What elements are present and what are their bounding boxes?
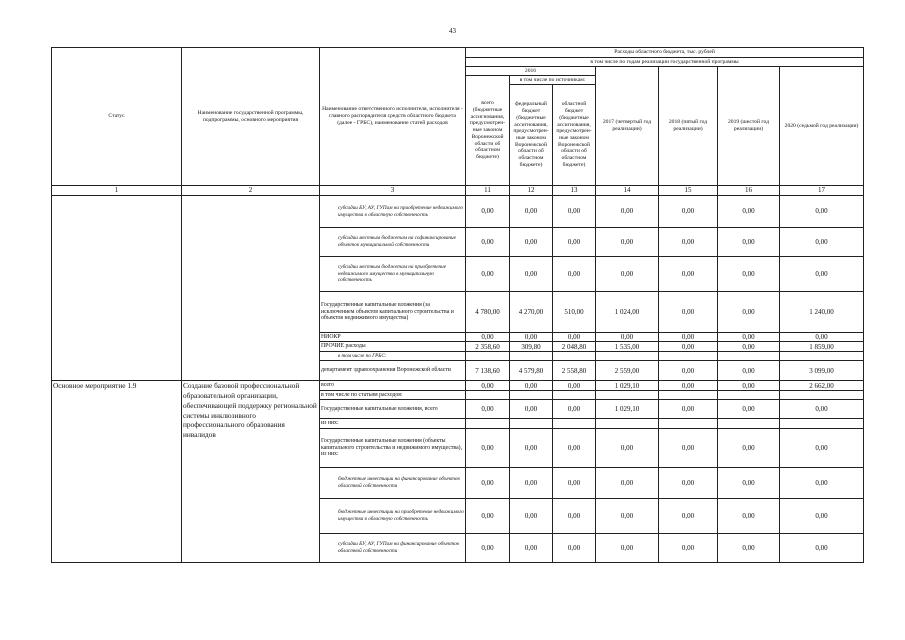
program-name-cell: Создание базовой профессиональной образовательной организации, обеспечивающей поддержку региональной системы инклюзивного профессионального образования инвалидов [182,381,320,563]
expense-item-label: Государственные капитальные вложения, всего [320,400,466,419]
value-cell: 0,00 [780,534,864,563]
value-cell: 0,00 [596,196,659,228]
value-cell: 0,00 [466,381,510,391]
col-number: 17 [780,186,864,196]
value-cell: 0,00 [718,361,780,381]
page-number: 43 [449,27,456,35]
value-cell: 0,00 [553,333,596,342]
value-cell [659,419,718,429]
expense-item-label: из них: [320,419,466,429]
value-cell [510,391,553,400]
col-number: 2 [182,186,320,196]
value-cell: 0,00 [718,381,780,391]
value-cell [659,391,718,400]
header-by-years: в том числе по годам реализации государственной программы [466,58,864,67]
value-cell [596,391,659,400]
value-cell: 0,00 [659,400,718,419]
value-cell: 0,00 [718,292,780,333]
header-program-name: Наименование государственной программы, подпрограммы, основного мероприятия [182,48,320,186]
header-expenses: Расходы областного бюджета, тыс. рублей [466,48,864,58]
value-cell: 0,00 [553,429,596,468]
value-cell: 0,00 [659,333,718,342]
expense-item-label: ПРОЧИЕ расходы [320,342,466,352]
expense-item-label: в том числе по ГРБС: [320,352,466,361]
value-cell: 0,00 [596,534,659,563]
value-cell: 0,00 [466,228,510,257]
col-number: 3 [320,186,466,196]
header-total: всего (бюджетные ассигнования, предусмотрен-ные законом Воронежской области об областном бюджете) [466,76,510,186]
value-cell: 0,00 [718,468,780,499]
value-cell: 0,00 [553,196,596,228]
value-cell: 0,00 [718,196,780,228]
value-cell: 0,00 [510,400,553,419]
value-cell: 4 579,80 [510,361,553,381]
header-2020: 2020 (седьмой год реализации) [780,67,864,186]
expense-item-label: бюджетные инвестиции на приобретение недвижимого имущества в областную собственность [320,499,466,534]
value-cell [510,419,553,429]
value-cell: 0,00 [596,333,659,342]
value-cell: 2 662,00 [780,381,864,391]
value-cell: 0,00 [718,228,780,257]
value-cell: 0,00 [780,429,864,468]
value-cell: 0,00 [780,468,864,499]
value-cell: 0,00 [466,196,510,228]
value-cell: 0,00 [510,333,553,342]
value-cell [553,391,596,400]
expense-item-label: Государственные капитальные вложения (за исключением объектов капитального строительства и объектов недвижимого имущества) [320,292,466,333]
value-cell [780,391,864,400]
value-cell: 0,00 [718,342,780,352]
header-2017: 2017 (четвертый год реализации) [596,67,659,186]
header-2018: 2018 (пятый год реализации) [659,67,718,186]
value-cell: 0,00 [780,400,864,419]
value-cell: 0,00 [510,499,553,534]
value-cell: 0,00 [718,257,780,292]
value-cell [718,352,780,361]
header-sources: в том числе по источникам: [510,76,596,85]
value-cell: 0,00 [596,468,659,499]
value-cell: 0,00 [718,400,780,419]
expense-item-label: департамент здравоохранения Воронежской области [320,361,466,381]
value-cell: 0,00 [466,400,510,419]
value-cell: 0,00 [659,257,718,292]
col-number: 12 [510,186,553,196]
value-cell: 0,00 [596,257,659,292]
value-cell: 0,00 [718,499,780,534]
value-cell: 0,00 [659,342,718,352]
value-cell: 1 535,00 [596,342,659,352]
value-cell: 0,00 [780,228,864,257]
header-2019: 2019 (шестой год реализации) [718,67,780,186]
value-cell: 0,00 [659,429,718,468]
column-number-row [52,186,864,196]
expense-item-label: бюджетные инвестиции на финансирование объектов областной собственности [320,468,466,499]
value-cell: 0,00 [510,429,553,468]
expense-item-label: субсидии местным бюджетам на софинансирование объектов муниципальной собственности [320,228,466,257]
value-cell [596,352,659,361]
value-cell: 2 048,80 [553,342,596,352]
expense-item-label: Государственные капитальные вложения (объекты капитального строительства и недвижимого имущества), из них: [320,429,466,468]
status-cell: Основное мероприятие 1.9 [52,381,182,563]
value-cell [659,352,718,361]
expense-item-label: субсидии местным бюджетам на приобретение недвижимого имущества в муниципальную собственность [320,257,466,292]
value-cell: 2 559,00 [596,361,659,381]
value-cell: 0,00 [718,534,780,563]
value-cell: 0,00 [780,257,864,292]
value-cell: 0,00 [510,381,553,391]
value-cell: 0,00 [553,534,596,563]
value-cell: 1 240,00 [780,292,864,333]
value-cell: 1 029,10 [596,400,659,419]
value-cell: 0,00 [553,257,596,292]
value-cell: 0,00 [659,292,718,333]
col-number: 15 [659,186,718,196]
col-number: 13 [553,186,596,196]
value-cell: 510,00 [553,292,596,333]
value-cell: 0,00 [659,534,718,563]
budget-table [51,47,864,563]
value-cell: 0,00 [780,333,864,342]
value-cell [466,352,510,361]
value-cell: 0,00 [553,381,596,391]
value-cell: 0,00 [510,534,553,563]
value-cell: 0,00 [780,499,864,534]
value-cell: 7 138,60 [466,361,510,381]
value-cell: 0,00 [510,257,553,292]
value-cell: 0,00 [553,468,596,499]
col-number: 16 [718,186,780,196]
table-row [52,196,864,228]
value-cell: 1 029,10 [596,381,659,391]
value-cell: 4 270,00 [510,292,553,333]
value-cell [596,419,659,429]
header-federal: федеральный бюджет (бюджетные ассигнования, предусмотрен-ные законом Воронежской области об областном бюджете) [510,85,553,186]
value-cell: 0,00 [466,429,510,468]
col-number: 11 [466,186,510,196]
value-cell: 0,00 [553,228,596,257]
value-cell: 0,00 [553,400,596,419]
value-cell: 4 780,00 [466,292,510,333]
program-name-cell [182,196,320,381]
value-cell [466,419,510,429]
value-cell: 0,00 [596,499,659,534]
value-cell: 0,00 [466,468,510,499]
expense-item-label: субсидии БУ, АУ, ГУПам на приобретение недвижимого имущества в областную собственность [320,196,466,228]
value-cell: 0,00 [780,196,864,228]
value-cell: 0,00 [659,381,718,391]
value-cell: 0,00 [466,257,510,292]
value-cell: 0,00 [510,228,553,257]
value-cell: 0,00 [718,429,780,468]
header-executor: Наименование ответственного исполнителя, исполнителя - главного распорядителя средств областного бюджета (далее - ГРБС), наименование статей расходов [320,48,466,186]
value-cell [510,352,553,361]
value-cell: 3 099,00 [780,361,864,381]
status-cell [52,196,182,381]
value-cell: 0,00 [466,333,510,342]
header-regional: областной бюджет (бюджетные ассигнования, предусмотрен-ные законом Воронежской области об областном бюджете) [553,85,596,186]
col-number: 1 [52,186,182,196]
value-cell [780,419,864,429]
value-cell: 2 558,80 [553,361,596,381]
value-cell: 309,80 [510,342,553,352]
expense-item-label: всего [320,381,466,391]
header-status: Статус [52,48,182,186]
value-cell: 0,00 [718,333,780,342]
value-cell [553,352,596,361]
value-cell: 2 358,60 [466,342,510,352]
expense-item-label: в том числе по статьям расходов: [320,391,466,400]
value-cell: 0,00 [659,468,718,499]
value-cell: 0,00 [466,499,510,534]
value-cell: 0,00 [596,429,659,468]
value-cell: 1 859,00 [780,342,864,352]
value-cell: 0,00 [510,468,553,499]
value-cell [718,419,780,429]
value-cell: 0,00 [659,228,718,257]
expense-item-label: НИОКР [320,333,466,342]
value-cell: 0,00 [466,534,510,563]
value-cell: 0,00 [659,361,718,381]
value-cell: 0,00 [659,196,718,228]
value-cell: 0,00 [659,499,718,534]
value-cell [780,352,864,361]
value-cell: 0,00 [596,228,659,257]
header-year-2016: 2016 [466,67,596,76]
table-row [52,381,864,391]
value-cell [466,391,510,400]
value-cell: 0,00 [553,499,596,534]
col-number: 14 [596,186,659,196]
value-cell: 1 024,00 [596,292,659,333]
value-cell [553,419,596,429]
expense-item-label: субсидии БУ, АУ, ГУПам на финансирование объектов областной собственности [320,534,466,563]
value-cell: 0,00 [510,196,553,228]
value-cell [718,391,780,400]
